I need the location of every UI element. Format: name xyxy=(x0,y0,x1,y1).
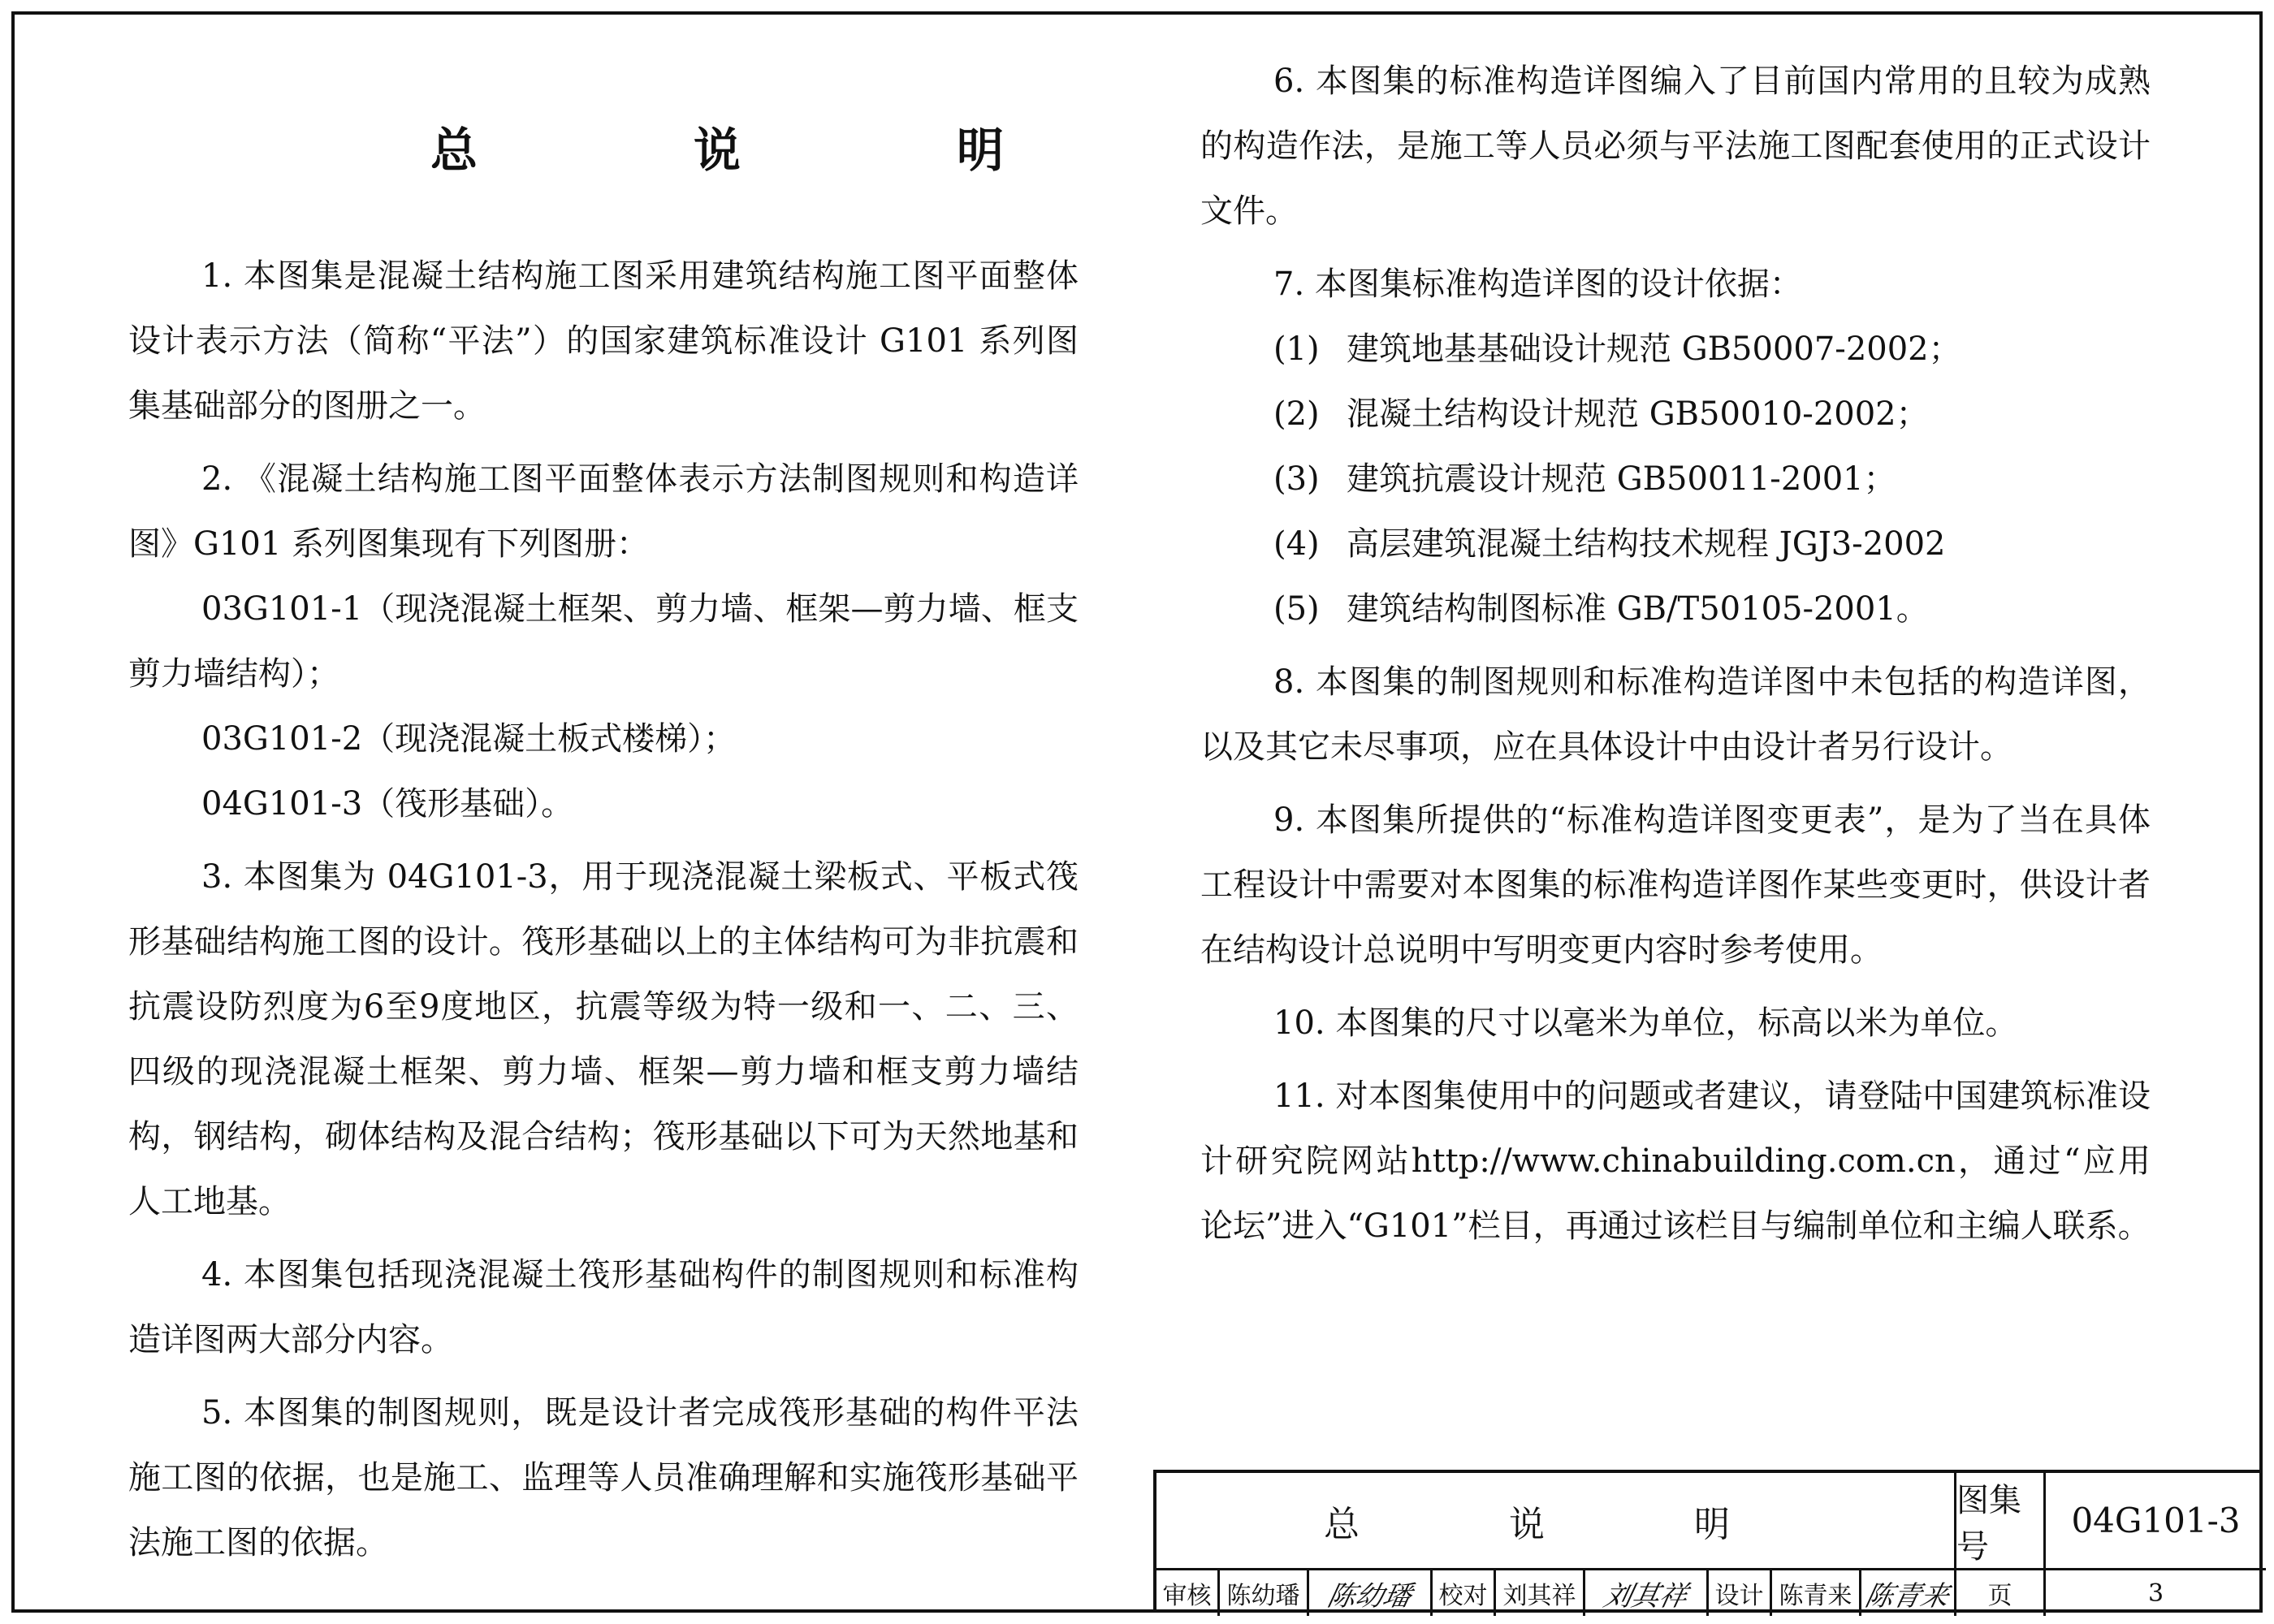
atlas-list-item-2: 03G101-2（现浇混凝土板式楼梯）； xyxy=(201,720,737,758)
paragraph-2: 2. 《混凝土结构施工图平面整体表示方法制图规则和构造详图》G101 系列图集现有下列图册： xyxy=(128,460,1079,563)
reference-item: (1) 建筑地基基础设计规范 GB50007-2002； xyxy=(1273,330,1961,368)
reference-item: (4) 高层建筑混凝土结构技术规程 JGJ3-2002 xyxy=(1273,525,1946,563)
review-name: 陈幼璠 xyxy=(1220,1570,1309,1616)
paragraph-11: 11. 对本图集使用中的问题或者建议，请登陆中国建筑标准设计研究院网站http://www.chinabuilding.com.cn，通过“应用论坛”进入“G101”栏目，再通过该栏目与编制单位和主编人联系。 xyxy=(1200,1078,2151,1245)
title-block xyxy=(1153,1470,2263,1613)
check-name: 刘其祥 xyxy=(1496,1570,1585,1616)
atlas-code: 04G101-3 xyxy=(2046,1473,2266,1570)
page-number: 3 xyxy=(2147,1579,2164,1608)
paragraph-6: 6. 本图集的标准构造详图编入了目前国内常用的且较为成熟的构造作法，是施工等人员必须与平法施工图配套使用的正式设计文件。 xyxy=(1200,63,2151,230)
right-column xyxy=(1200,49,2151,1267)
reference-item: (2) 混凝土结构设计规范 GB50010-2002； xyxy=(1273,395,1929,433)
design-signature: 陈青来 xyxy=(1861,1570,1956,1616)
reference-item: (5) 建筑结构制图标准 GB/T50105-2001。 xyxy=(1273,590,1929,628)
paragraph-3: 3. 本图集为 04G101-3，用于现浇混凝土梁板式、平板式筏形基础结构施工图的设计。筏形基础以上的主体结构可为非抗震和抗震设防烈度为6至9度地区，抗震等级为特一级和一、二、三、四级的现浇混凝土框架、剪力墙、框架—剪力墙和框支剪力墙结构，钢结构，砌体结构及混合结构；筏形基础以下可为天然地基和人工地基。 xyxy=(128,858,1079,1220)
reference-item: (3) 建筑抗震设计规范 GB50011-2001； xyxy=(1273,460,1896,498)
check-signature: 刘其祥 xyxy=(1585,1570,1709,1616)
design-name: 陈青来 xyxy=(1772,1570,1861,1616)
paragraph-7: 7. 本图集标准构造详图的设计依据： xyxy=(1273,266,1802,303)
left-column xyxy=(128,244,1079,1583)
sheet-title: 总 说 明 xyxy=(1156,1473,1956,1570)
page-label: 页 xyxy=(1956,1570,2046,1616)
paragraph-5: 5. 本图集的制图规则，既是设计者完成筏形基础的构件平法施工图的依据，也是施工、监理等人员准确理解和实施筏形基础平法施工图的依据。 xyxy=(128,1394,1079,1561)
paragraph-9: 9. 本图集所提供的“标准构造详图变更表”，是为了当在具体工程设计中需要对本图集的标准构造详图作某些变更时，供设计者在结构设计总说明中写明变更内容时参考使用。 xyxy=(1200,801,2151,969)
page-title: 总 说 明 xyxy=(430,123,1089,178)
check-label: 校对 xyxy=(1433,1570,1496,1616)
review-signature: 陈幼璠 xyxy=(1309,1570,1433,1616)
atlas-list-item-3: 04G101-3（筏形基础）。 xyxy=(201,785,574,823)
atlas-label: 图集号 xyxy=(1956,1473,2046,1570)
design-label: 设计 xyxy=(1709,1570,1772,1616)
paragraph-4: 4. 本图集包括现浇混凝土筏形基础构件的制图规则和标准构造详图两大部分内容。 xyxy=(128,1256,1079,1358)
atlas-list-item-1: 03G101-1（现浇混凝土框架、剪力墙、框架—剪力墙、框支剪力墙结构）； xyxy=(128,590,1079,693)
paragraph-1: 1. 本图集是混凝土结构施工图采用建筑结构施工图平面整体设计表示方法（简称“平法”）的国家建筑标准设计 G101 系列图集基础部分的图册之一。 xyxy=(128,257,1079,425)
paragraph-8: 8. 本图集的制图规则和标准构造详图中未包括的构造详图，以及其它未尽事项，应在具体设计中由设计者另行设计。 xyxy=(1200,663,2151,766)
review-label: 审核 xyxy=(1156,1570,1220,1616)
paragraph-10: 10. 本图集的尺寸以毫米为单位，标高以米为单位。 xyxy=(1273,1004,2018,1042)
